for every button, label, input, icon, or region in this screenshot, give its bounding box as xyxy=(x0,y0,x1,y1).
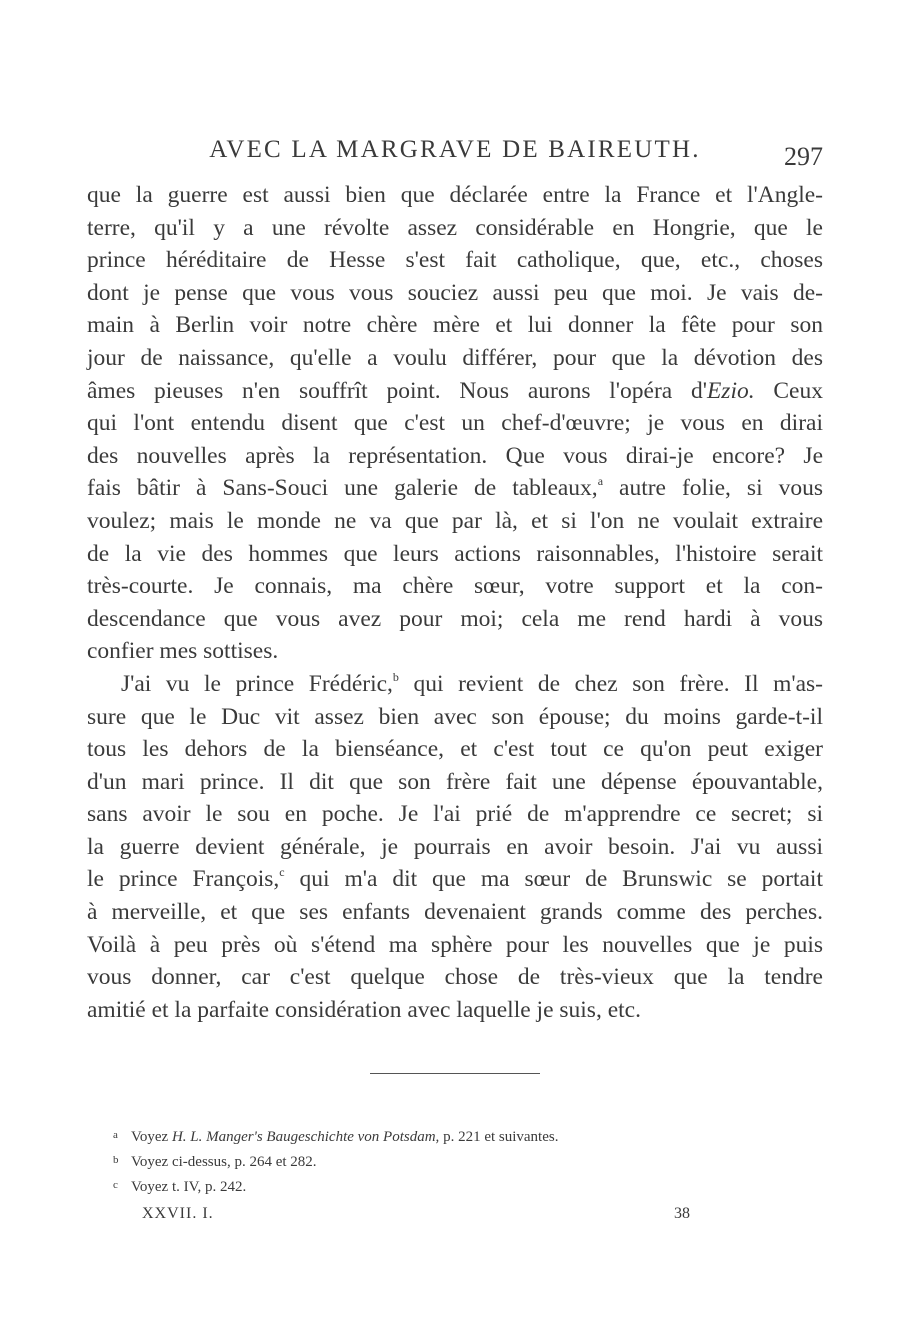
footnote-mark: b xyxy=(113,1154,119,1166)
text-line: vous donner, car c'est quelque chose de très-vieux que la tendre xyxy=(87,964,823,991)
text-line: d'un mari prince. Il dit que son frère fait une dépense épouvantable, xyxy=(87,768,823,795)
text-line xyxy=(87,375,823,408)
body-text xyxy=(87,179,823,1026)
text-segment: le prince François, xyxy=(87,866,280,893)
text-segment: Ceux xyxy=(754,377,823,404)
text-line: confier mes sottises. xyxy=(87,638,279,665)
running-title: AVEC LA MARGRAVE DE BAIREUTH. xyxy=(209,136,701,163)
footnote xyxy=(113,1124,813,1149)
opera-title: Ezio. xyxy=(706,377,755,404)
footnote-mark: c xyxy=(113,1179,118,1191)
text-line: descendance que vous avez pour moi; cela me rend hardi à vous xyxy=(87,605,823,632)
footnote-citation: H. L. Manger's Baugeschichte von Potsdam, xyxy=(171,1129,440,1145)
text-line xyxy=(87,472,823,505)
footnote-text: Voyez xyxy=(131,1129,172,1145)
text-line: prince héréditaire de Hesse s'est fait catholique, que, etc., choses xyxy=(87,247,823,274)
text-line: voulez; mais le monde ne va que par là, et si l'on ne voulait extraire xyxy=(87,507,823,534)
footnote xyxy=(113,1149,813,1174)
text-line: de la vie des hommes que leurs actions raisonnables, l'histoire serait xyxy=(87,540,823,567)
text-line: Voilà à peu près où s'étend ma sphère pour les nouvelles que je puis xyxy=(87,931,823,958)
text-line: la guerre devient générale, je pourrais en avoir besoin. J'ai vu aussi xyxy=(87,833,823,860)
footnote-ref-a: a xyxy=(597,474,604,489)
text-line: jour de naissance, qu'elle a voulu différer, pour que la dévotion des xyxy=(87,344,823,371)
text-line: à merveille, et que ses enfants devenaient grands comme des perches. xyxy=(87,899,823,926)
text-line: dont je pense que vous vous souciez aussi peu que moi. Je vais de- xyxy=(87,279,823,306)
text-line: qui l'ont entendu disent que c'est un chef-d'œuvre; je vous en dirai xyxy=(87,410,823,437)
text-segment: J'ai vu le prince Frédéric, xyxy=(121,670,393,697)
footnote-mark: a xyxy=(113,1129,118,1141)
footnotes xyxy=(113,1124,813,1199)
sheet-number: 38 xyxy=(674,1205,690,1222)
text-line: amitié et la parfaite considération avec laquelle je suis, etc. xyxy=(87,996,641,1023)
signature-mark: XXVII. I. xyxy=(142,1205,214,1222)
text-segment: qui m'a dit que ma sœur de Brunswic se portait xyxy=(284,866,823,893)
text-line: main à Berlin voir notre chère mère et lui donner la fête pour son xyxy=(87,312,823,339)
page-number: 297 xyxy=(784,142,823,171)
footnote-ref-c: c xyxy=(279,865,285,880)
footnote-divider xyxy=(370,1073,540,1074)
text-segment: qui revient de chez son frère. Il m'as- xyxy=(398,670,824,697)
text-segment: âmes pieuses n'en souffrît point. Nous aurons l'opéra d' xyxy=(87,377,707,404)
text-line: sans avoir le sou en poche. Je l'ai prié de m'apprendre ce secret; si xyxy=(87,801,823,828)
footnote-text: Voyez t. IV, p. 242. xyxy=(131,1179,247,1195)
text-line: tous les dehors de la bienséance, et c'est tout ce qu'on peut exiger xyxy=(87,736,823,763)
footnote xyxy=(113,1174,813,1199)
text-line: sure que le Duc vit assez bien avec son épouse; du moins garde-t-il xyxy=(87,703,823,730)
footnote-ref-b: b xyxy=(392,669,399,684)
text-line: terre, qu'il y a une révolte assez considérable en Hongrie, que le xyxy=(87,214,823,241)
footnote-text: Voyez ci-dessus, p. 264 et 282. xyxy=(131,1154,317,1170)
text-segment: fais bâtir à Sans-Souci une galerie de tableaux, xyxy=(87,475,598,502)
text-line: très-courte. Je connais, ma chère sœur, votre support et la con- xyxy=(87,573,823,600)
text-line: que la guerre est aussi bien que déclarée entre la France et l'Angle- xyxy=(87,182,823,208)
text-segment: autre folie, si vous xyxy=(603,475,823,502)
running-head xyxy=(87,136,823,172)
text-line: des nouvelles après la représentation. Que vous dirai-je encore? Je xyxy=(87,442,823,469)
text-line xyxy=(87,668,823,701)
text-line xyxy=(87,863,823,896)
footnote-text: p. 221 et suivantes. xyxy=(439,1129,559,1145)
